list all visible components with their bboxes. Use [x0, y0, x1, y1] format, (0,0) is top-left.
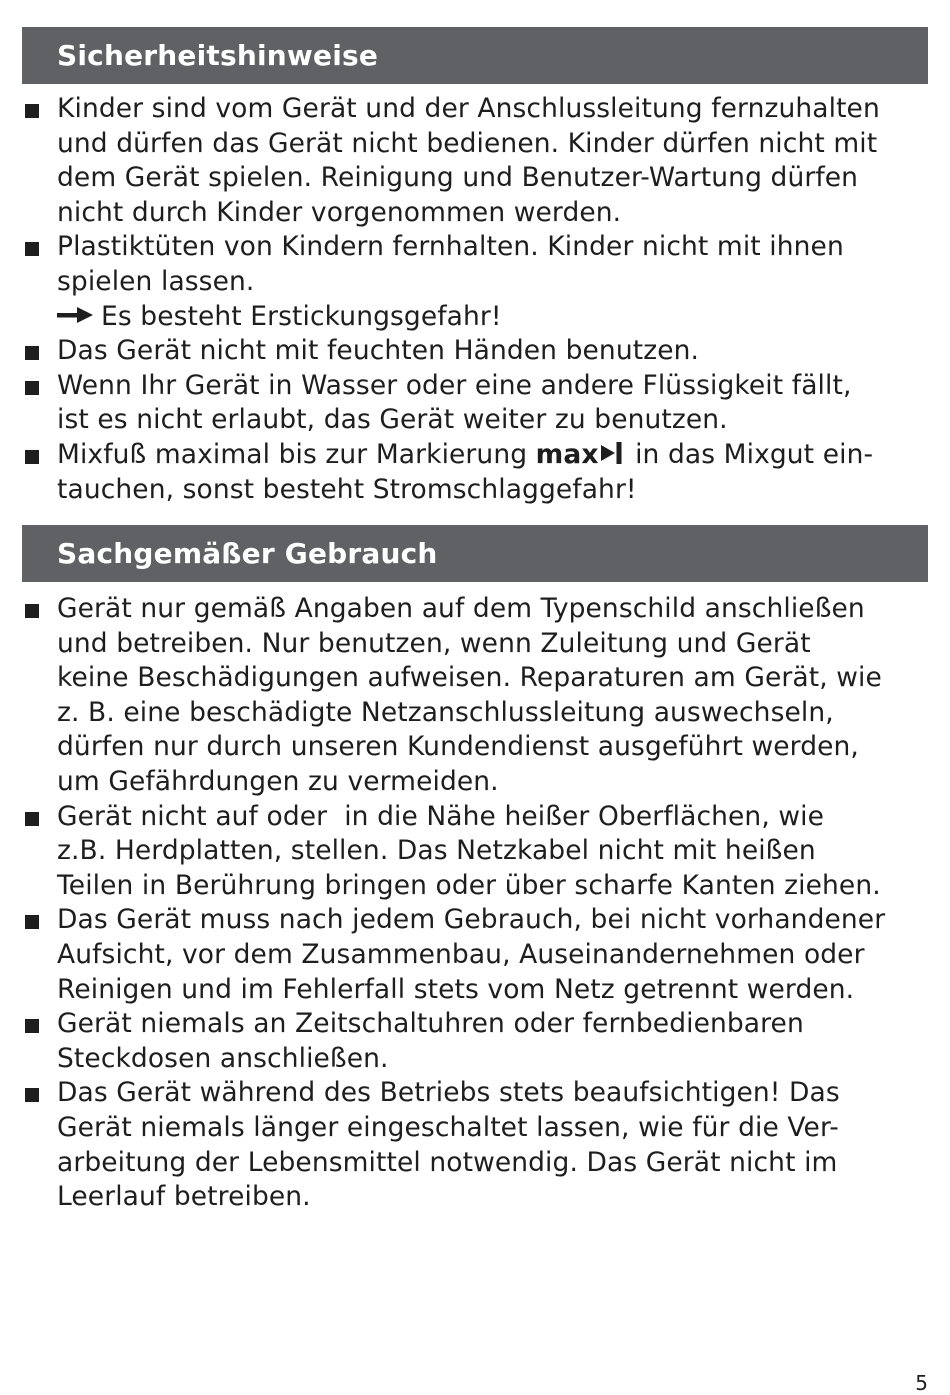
square-bullet-icon — [25, 346, 39, 360]
item-text-line: Kinder sind vom Gerät und der Anschlussleitung fernzuhalten — [57, 93, 880, 124]
list-item — [22, 230, 932, 334]
item-text-line: z. B. eine beschädigte Netzanschlussleitung auswechseln, — [57, 696, 834, 728]
list-item — [22, 903, 932, 1007]
square-bullet-icon — [25, 812, 39, 826]
safety-list — [22, 92, 932, 507]
item-text-line: tauchen, sonst besteht Stromschlaggefahr! — [57, 473, 637, 505]
item-text-line: arbeitung der Lebensmittel notwendig. Das Gerät nicht im — [57, 1146, 838, 1178]
item-text-line: Steckdosen anschließen. — [57, 1042, 389, 1074]
square-bullet-icon — [25, 915, 39, 929]
square-bullet-icon — [25, 104, 39, 118]
item-text-line: Gerät niemals länger eingeschaltet lassen, wie für die Ver- — [57, 1111, 839, 1143]
warning-line — [57, 300, 932, 335]
square-bullet-icon — [25, 450, 39, 464]
arrow-right-icon — [57, 307, 93, 323]
section-title-sicherheitshinweise: Sicherheitshinweise — [22, 27, 928, 84]
section-title-sachgemaesser-gebrauch: Sachgemäßer Gebrauch — [22, 525, 928, 582]
list-item — [22, 92, 932, 230]
item-text-line: Das Gerät muss nach jedem Gebrauch, bei nicht vorhandener — [57, 904, 886, 936]
item-text-line: und dürfen das Gerät nicht bedienen. Kinder dürfen nicht mit — [57, 127, 878, 159]
item-text-line: Gerät nicht auf oder in die Nähe heißer Oberflächen, wie — [57, 800, 825, 832]
item-text-line: spielen lassen. — [57, 265, 255, 297]
square-bullet-icon — [25, 242, 39, 256]
item-text-line: nicht durch Kinder vorgenommen werden. — [57, 196, 622, 228]
item-text-after-marker: in das Mixgut ein- — [626, 438, 874, 470]
usage-list — [22, 592, 932, 1215]
page-number: 5 — [915, 1371, 928, 1395]
square-bullet-icon — [25, 604, 39, 618]
item-text-line: Das Gerät während des Betriebs stets beaufsichtigen! Das — [57, 1077, 840, 1109]
square-bullet-icon — [25, 1019, 39, 1033]
item-text-line: Gerät niemals an Zeitschaltuhren oder fernbedienbaren — [57, 1008, 804, 1040]
item-text-line: Gerät nur gemäß Angaben auf dem Typenschild anschließen — [57, 593, 865, 624]
item-text-line: ist es nicht erlaubt, das Gerät weiter zu benutzen. — [57, 404, 728, 436]
list-item — [22, 1076, 932, 1214]
warning-text: Es besteht Erstickungsgefahr! — [101, 300, 502, 332]
list-item — [22, 592, 932, 800]
item-text-line: um Gefährdungen zu vermeiden. — [57, 765, 499, 797]
item-text-line: Leerlauf betreiben. — [57, 1181, 311, 1213]
item-text-before-marker: Mixfuß maximal bis zur Markierung — [57, 438, 536, 470]
item-text-line: Reinigen und im Fehlerfall stets vom Netz getrennt werden. — [57, 973, 855, 1005]
item-text-line: dürfen nur durch unseren Kundendienst ausgeführt werden, — [57, 731, 859, 763]
item-text-line: Wenn Ihr Gerät in Wasser oder eine andere Flüssigkeit fällt, — [57, 369, 852, 401]
item-text-line: Das Gerät nicht mit feuchten Händen benutzen. — [57, 335, 700, 367]
item-text-line: Plastiktüten von Kindern fernhalten. Kinder nicht mit ihnen — [57, 231, 844, 263]
item-text-line: z.B. Herdplatten, stellen. Das Netzkabel nicht mit heißen — [57, 835, 816, 867]
item-text-line: keine Beschädigungen aufweisen. Reparaturen am Gerät, wie — [57, 662, 882, 694]
item-text-line: Aufsicht, vor dem Zusammenbau, Auseinandernehmen oder — [57, 938, 865, 970]
list-item — [22, 800, 932, 904]
max-marker-label: max — [535, 438, 599, 470]
square-bullet-icon — [25, 1088, 39, 1102]
list-item — [22, 438, 932, 507]
square-bullet-icon — [25, 381, 39, 395]
item-text-line: Teilen in Berührung bringen oder über scharfe Kanten ziehen. — [57, 869, 881, 901]
list-item — [22, 1007, 932, 1076]
item-text-line: dem Gerät spielen. Reinigung und Benutzer-Wartung dürfen — [57, 162, 859, 194]
list-item — [22, 369, 932, 438]
item-text-line: und betreiben. Nur benutzen, wenn Zuleitung und Gerät — [57, 627, 811, 659]
play-end-icon — [601, 441, 623, 465]
item-text-line — [57, 438, 932, 473]
list-item — [22, 334, 932, 369]
